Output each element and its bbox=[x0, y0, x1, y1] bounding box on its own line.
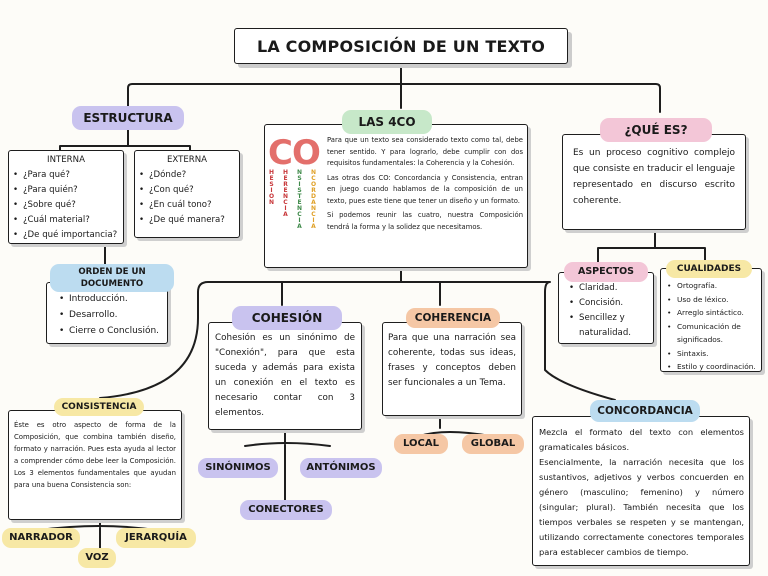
list-item: • Introducción. bbox=[59, 291, 163, 307]
externa-title: EXTERNA bbox=[166, 155, 208, 165]
list-item: • ¿Para qué? bbox=[13, 168, 119, 183]
title-box bbox=[234, 28, 568, 64]
aspectos-label: ASPECTOS bbox=[564, 262, 648, 282]
las4co-paragraph: Para que un texto sea considerado texto como tal, debe tener sentido. Y para lograrlo, debe cumplir con dos requisitos fundamentales: la Coherencia y la Cohesión. bbox=[327, 136, 523, 167]
orden-list bbox=[59, 291, 163, 339]
estructura-label: ESTRUCTURA bbox=[72, 106, 184, 130]
coherencia-text: Para que una narración sea coherente, todas sus ideas, frases y conceptos deben ser funcionales a un Tema. bbox=[388, 333, 516, 388]
list-item: • Comunicación de significados. bbox=[667, 320, 758, 347]
list-item: • Sencillez y naturalidad. bbox=[569, 311, 649, 341]
interna-box bbox=[8, 150, 124, 244]
list-item: • ¿Dónde? bbox=[139, 168, 235, 183]
voz-label: VOZ bbox=[78, 548, 116, 568]
interna-list bbox=[13, 168, 119, 243]
conectores-label: CONECTORES bbox=[240, 500, 332, 520]
las4co-box bbox=[264, 124, 528, 268]
cualidades-list bbox=[667, 279, 758, 374]
list-item: • Sintaxis. bbox=[667, 347, 758, 361]
list-item: • Claridad. bbox=[569, 281, 649, 296]
consistencia-box bbox=[8, 410, 182, 520]
consistencia-label: CONSISTENCIA bbox=[54, 398, 144, 416]
list-item: • ¿Para quién? bbox=[13, 183, 119, 198]
coherencia-label: COHERENCIA bbox=[406, 308, 500, 328]
list-item: • Concisión. bbox=[569, 296, 649, 311]
cualidades-box bbox=[660, 268, 762, 372]
cohesion-box bbox=[208, 322, 362, 430]
list-item: • ¿Sobre qué? bbox=[13, 198, 119, 213]
concordancia-label: CONCORDANCIA bbox=[590, 400, 700, 422]
antonimos-label: ANTÓNIMOS bbox=[300, 458, 382, 478]
externa-box bbox=[134, 150, 240, 238]
list-item: • ¿Cuál material? bbox=[13, 213, 119, 228]
concordancia-box bbox=[532, 416, 750, 566]
orden-label bbox=[50, 264, 174, 292]
que-es-text: Es un proceso cognitivo complejo que consiste en traducir el lenguaje representado en discurso escrito coherente. bbox=[573, 148, 735, 206]
co-word-hesion: HESION bbox=[268, 169, 275, 205]
coherencia-box bbox=[382, 322, 522, 416]
cualidades-label: CUALIDADES bbox=[666, 260, 752, 278]
global-label: GLOBAL bbox=[462, 434, 524, 454]
list-item: • ¿De qué importancia? bbox=[13, 228, 119, 243]
list-item: • Estilo y coordinación. bbox=[667, 360, 758, 374]
sinonimos-label: SINÓNIMOS bbox=[198, 458, 278, 478]
list-item: • Cierre o Conclusión. bbox=[59, 323, 163, 339]
orden-label-line1: ORDEN DE UN bbox=[78, 267, 146, 277]
aspectos-box bbox=[558, 272, 654, 344]
local-label: LOCAL bbox=[394, 434, 448, 454]
cohesion-text: Cohesión es un sinónimo de "Conexión", para que esta suceda y además para exista un conexión en el texto es necesario contar con 3 elementos. bbox=[215, 333, 355, 418]
list-item: • Ortografía. bbox=[667, 279, 758, 293]
orden-label-line2: DOCUMENTO bbox=[80, 279, 144, 289]
co-logo-text: CO bbox=[268, 133, 320, 173]
concordancia-paragraph: Mezcla el formato del texto con elementos gramaticales básicos. bbox=[539, 427, 744, 452]
las4co-paragraph: Las otras dos CO: Concordancia y Consistencia, entran en juego cuando hablamos de la composición de un texto, pues este tiene que tener un diseño y un formato. bbox=[327, 173, 523, 205]
externa-list bbox=[139, 168, 235, 228]
las4co-paragraph: Si podemos reunir las cuatro, nuestra Composición tendrá la forma y la solidez que necesitamos. bbox=[327, 211, 523, 231]
aspectos-list bbox=[569, 281, 649, 341]
co-word-ncordancia: NCORDANCIA bbox=[310, 169, 317, 229]
list-item: • Uso de léxico. bbox=[667, 293, 758, 307]
list-item: • ¿De qué manera? bbox=[139, 213, 235, 228]
cohesion-label: COHESIÓN bbox=[232, 306, 342, 330]
jerarquia-label: JERARQUÍA bbox=[116, 528, 196, 548]
narrador-label: NARRADOR bbox=[2, 528, 80, 548]
interna-title: INTERNA bbox=[47, 155, 85, 165]
consistencia-text: Éste es otro aspecto de forma de la Composición, que combina también diseño, formato y narración. Pues esta ayuda al lector a comprender cómo debe leer la Composición. Los 3 elementos fundamentales que ayudan para una buena Consistencia son: bbox=[14, 421, 176, 489]
las4co-label: LAS 4CO bbox=[342, 110, 432, 134]
list-item: • Arreglo sintáctico. bbox=[667, 306, 758, 320]
las4co-text bbox=[327, 135, 523, 233]
list-item: • ¿Con qué? bbox=[139, 183, 235, 198]
co-logo bbox=[268, 135, 326, 245]
list-item: • Desarrollo. bbox=[59, 307, 163, 323]
co-word-nsistencia: NSISTENCIA bbox=[296, 169, 303, 229]
que-es-label: ¿QUÉ ES? bbox=[600, 118, 712, 142]
co-word-herencia: HERENCIA bbox=[282, 169, 289, 217]
page-title: LA COMPOSICIÓN DE UN TEXTO bbox=[256, 36, 546, 56]
que-es-box bbox=[562, 134, 746, 230]
concordancia-paragraph: Esencialmente, la narración necesita que los sustantivos, adjetivos y verbos concuerden en género (masculino; femenino) y número (singular; plural). También necesita que los tiempos verbales se respeten y se mantengan, utilizando correctamente conectores temporales para establecer cambios de tiempo. bbox=[539, 457, 744, 557]
list-item: • ¿En cuál tono? bbox=[139, 198, 235, 213]
